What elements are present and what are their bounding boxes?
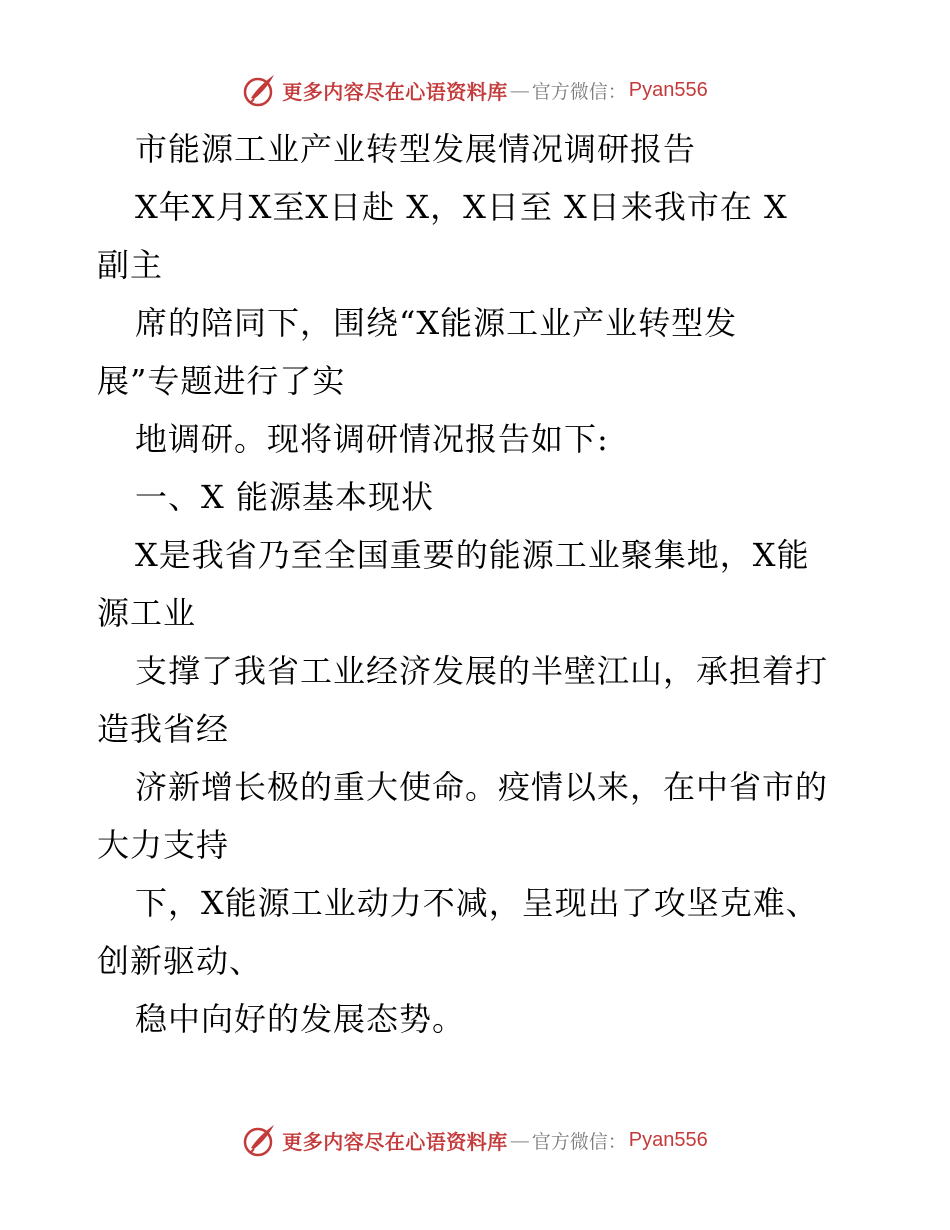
watermark-wechat-id: Pyan556 — [628, 1128, 708, 1151]
text-line: 席的陪同下，围绕“X能源工业产业转型发 — [135, 304, 738, 342]
text-line: 大力支持 — [97, 826, 230, 864]
text-line: 下，X能源工业动力不减，呈现出了攻坚克难、 — [135, 884, 819, 922]
text-line: 地调研。现将调研情况报告如下: — [135, 420, 609, 458]
quill-logo-icon — [242, 72, 278, 108]
watermark-wechat-label: 官方微信： — [531, 80, 627, 103]
text-line: 副主 — [97, 246, 164, 284]
text-line: 展”专题进行了实 — [97, 362, 346, 400]
document-body — [97, 120, 877, 1048]
section-heading: 一、X 能源基本现状 — [135, 478, 434, 516]
watermark-wechat-id: Pyan556 — [628, 78, 708, 101]
text-line: 源工业 — [97, 594, 197, 632]
text-line: 济新增长极的重大使命。疫情以来，在中省市的 — [135, 768, 829, 806]
text-line: 稳中向好的发展态势。 — [135, 1000, 466, 1038]
watermark-wechat-label: 官方微信： — [531, 1130, 627, 1153]
document-title: 市能源工业产业转型发展情况调研报告 — [135, 130, 697, 168]
watermark-separator: — — [509, 78, 530, 102]
text-line: 造我省经 — [97, 710, 230, 748]
quill-logo-icon — [242, 1122, 278, 1158]
watermark-separator: — — [509, 1128, 530, 1152]
header-watermark — [0, 70, 950, 110]
watermark-text: 更多内容尽在心语资料库 — [282, 1129, 508, 1154]
footer-watermark — [0, 1120, 950, 1160]
text-line: X年X月X至X日赴 X，X日至 X日来我市在 X — [135, 188, 788, 226]
text-line: X是我省乃至全国重要的能源工业聚集地，X能 — [135, 536, 810, 574]
text-line: 支撑了我省工业经济发展的半壁江山，承担着打 — [135, 652, 829, 690]
text-line: 创新驱动、 — [97, 942, 263, 980]
watermark-text: 更多内容尽在心语资料库 — [282, 79, 508, 104]
